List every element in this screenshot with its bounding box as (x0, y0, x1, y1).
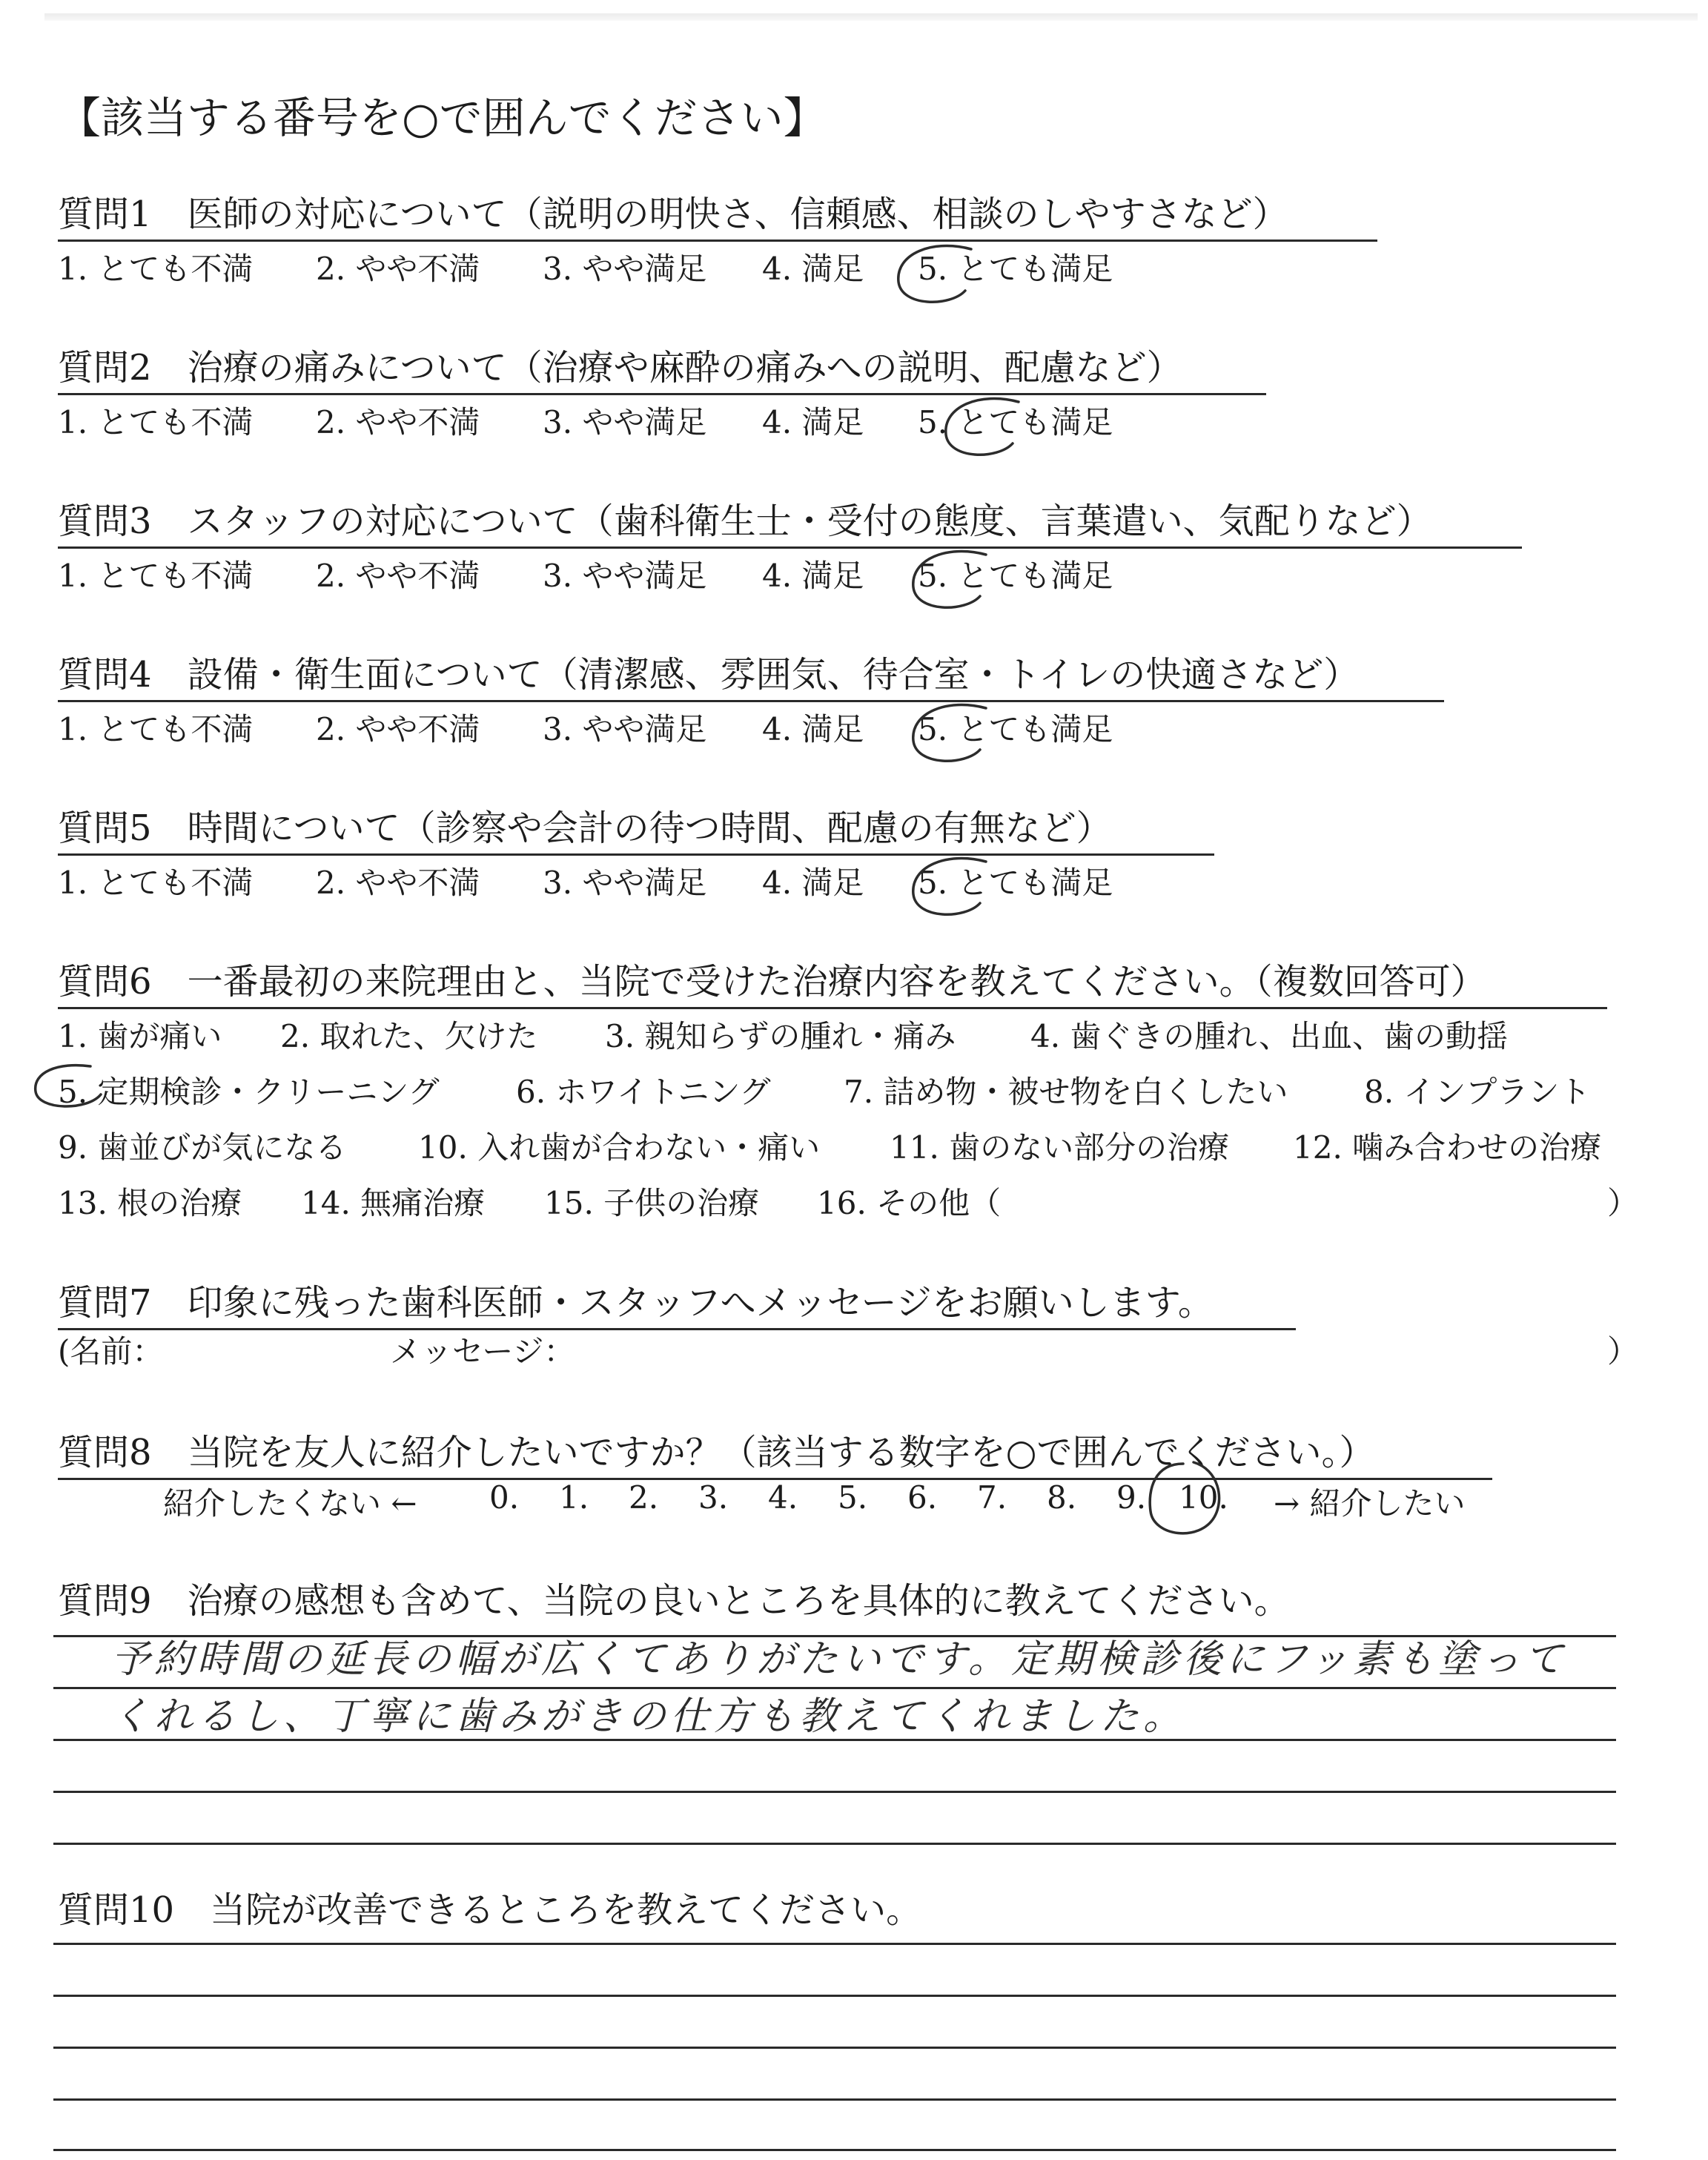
answer-circle-q8 (1142, 1459, 1238, 1548)
q2-option-4[interactable]: 4. 満足 (762, 404, 864, 440)
q9-answer-line-4 (53, 1791, 1616, 1793)
q3-option-4[interactable]: 4. 満足 (762, 558, 864, 594)
scan-edge (44, 13, 1698, 21)
q3-option-3[interactable]: 3. やや満足 (543, 558, 707, 594)
q2-option-5[interactable]: 5. とても満足 (918, 404, 1113, 440)
q8-score-3[interactable]: 3. (698, 1479, 729, 1516)
page-title: 【該当する番号を○で囲んでください】 (58, 93, 827, 143)
q6-option-5[interactable]: 5. 定期検診・クリーニング (58, 1074, 440, 1110)
q6-option-3[interactable]: 3. 親知らずの腫れ・痛み (605, 1018, 956, 1054)
q7-message-label: メッセージ： (390, 1333, 575, 1370)
q8-score-8[interactable]: 8. (1047, 1479, 1077, 1516)
q6-row-2 (58, 1068, 1652, 1112)
q5-option-4[interactable]: 4. 満足 (762, 865, 864, 901)
q8-score-6[interactable]: 6. (907, 1479, 938, 1516)
q1-option-2[interactable]: 2. やや不満 (316, 251, 480, 287)
q4-option-3[interactable]: 3. やや満足 (543, 711, 707, 747)
q8-score-9[interactable]: 9. (1116, 1479, 1147, 1516)
answer-circle-q4 (903, 698, 1007, 772)
question-3-options (58, 552, 1244, 596)
question-5 (58, 799, 1214, 856)
q6-option-14[interactable]: 14. 無痛治療 (301, 1185, 486, 1221)
q6-option-2[interactable]: 2. 取れた、欠けた (280, 1018, 538, 1054)
question-1-label: 質問1 (58, 194, 152, 235)
question-7-label: 質問7 (58, 1282, 152, 1324)
q3-option-2[interactable]: 2. やや不満 (316, 558, 480, 594)
question-4 (58, 646, 1444, 702)
q6-option-15[interactable]: 15. 子供の治療 (544, 1185, 760, 1221)
question-1-options (58, 245, 1244, 289)
question-10-text: 当院が改善できるところを教えてください。 (210, 1889, 922, 1931)
question-2-options (58, 398, 1244, 443)
answer-circle-q5 (903, 851, 1007, 925)
q2-option-2[interactable]: 2. やや不満 (316, 404, 480, 440)
question-2-text: 治療の痛みについて（治療や麻酔の痛みへの説明、配慮など） (187, 347, 1182, 389)
q6-option-16[interactable]: 16. その他（ (817, 1185, 1002, 1221)
question-9-text: 治療の感想も含めて、当院の良いところを具体的に教えてください。 (187, 1580, 1290, 1622)
question-2 (58, 339, 1266, 395)
q8-score-2[interactable]: 2. (629, 1479, 659, 1516)
question-10 (58, 1881, 921, 1932)
answer-circle-q6-5 (28, 1062, 117, 1121)
question-5-label: 質問5 (58, 807, 152, 849)
q10-answer-line-3 (53, 2047, 1616, 2049)
q5-option-2[interactable]: 2. やや不満 (316, 865, 480, 901)
q7-name-label: (名前： (58, 1333, 164, 1370)
q8-score-1[interactable]: 1. (559, 1479, 589, 1516)
q6-option-11[interactable]: 11. 歯のない部分の治療 (890, 1129, 1230, 1166)
q6-option-4[interactable]: 4. 歯ぐきの腫れ、出血、歯の動揺 (1030, 1018, 1508, 1054)
q4-option-5[interactable]: 5. とても満足 (918, 711, 1113, 747)
q1-option-4[interactable]: 4. 満足 (762, 251, 864, 287)
question-5-text: 時間について（診察や会計の待つ時間、配慮の有無など） (187, 807, 1112, 849)
question-2-label: 質問2 (58, 347, 152, 389)
q6-option-16-close: ） (1607, 1185, 1639, 1221)
answer-circle-q2 (936, 392, 1039, 466)
q2-option-1[interactable]: 1. とても不満 (58, 404, 254, 440)
q8-score-7[interactable]: 7. (977, 1479, 1007, 1516)
q7-message-field[interactable] (592, 1327, 1585, 1364)
q5-option-5[interactable]: 5. とても満足 (918, 865, 1113, 901)
q8-left-label: 紹介したくない ← (163, 1485, 417, 1522)
q1-option-5[interactable]: 5. とても満足 (918, 251, 1113, 287)
q6-row-3 (58, 1123, 1652, 1168)
question-6 (58, 953, 1607, 1009)
q8-right-label: → 紹介したい (1274, 1485, 1466, 1522)
q5-option-1[interactable]: 1. とても不満 (58, 865, 254, 901)
question-4-text: 設備・衛生面について（清潔感、雰囲気、待合室・トイレの快適さなど） (187, 654, 1360, 696)
q6-row-4 (58, 1179, 1652, 1223)
question-1 (58, 185, 1377, 242)
q7-close: ） (1607, 1333, 1639, 1370)
question-3-label: 質問3 (58, 501, 152, 542)
question-3-text: スタッフの対応について（歯科衛生士・受付の態度、言葉遣い、気配りなど） (187, 501, 1432, 542)
q4-option-1[interactable]: 1. とても不満 (58, 711, 254, 747)
q9-handwritten-line-2: くれるし、丁寧に歯みがきの仕方も教えてくれました。 (111, 1694, 1187, 1739)
question-4-label: 質問4 (58, 654, 152, 696)
question-3 (58, 492, 1522, 549)
question-6-text: 一番最初の来院理由と、当院で受けた治療内容を教えてください。（複数回答可） (187, 961, 1486, 1003)
q10-answer-line-4 (53, 2098, 1616, 2101)
answer-circle-q1 (888, 239, 992, 313)
q8-score-0[interactable]: 0. (489, 1479, 520, 1516)
q1-option-1[interactable]: 1. とても不満 (58, 251, 254, 287)
q6-option-6[interactable]: 6. ホワイトニング (516, 1074, 771, 1110)
q8-scale (58, 1479, 1652, 1524)
q10-answer-line-2 (53, 1995, 1616, 1997)
q5-option-3[interactable]: 3. やや満足 (543, 865, 707, 901)
q6-option-7[interactable]: 7. 詰め物・被せ物を白くしたい (844, 1074, 1288, 1110)
q4-option-4[interactable]: 4. 満足 (762, 711, 864, 747)
question-8-label: 質問8 (58, 1432, 152, 1473)
q8-score-4[interactable]: 4. (768, 1479, 798, 1516)
question-9 (58, 1572, 1290, 1623)
answer-circle-q3 (903, 544, 1007, 618)
q4-option-2[interactable]: 2. やや不満 (316, 711, 480, 747)
q2-option-3[interactable]: 3. やや満足 (543, 404, 707, 440)
q8-score-10[interactable]: 10. (1179, 1479, 1228, 1516)
question-1-text: 医師の対応について（説明の明快さ、信頼感、相談のしやすさなど） (187, 194, 1288, 235)
q6-option-1[interactable]: 1. 歯が痛い (58, 1018, 222, 1054)
q6-option-13[interactable]: 13. 根の治療 (58, 1185, 242, 1221)
q6-option-12[interactable]: 12. 噛み合わせの治療 (1293, 1129, 1602, 1166)
q6-option-9[interactable]: 9. 歯並びが気になる (58, 1129, 347, 1166)
q6-option-10[interactable]: 10. 入れ歯が合わない・痛い (418, 1129, 821, 1166)
q9-handwritten-line-1: 予約時間の延長の幅が広くてありがたいです。定期検診後にフッ素も塗って (111, 1637, 1568, 1682)
q10-answer-line-1 (53, 1943, 1616, 1945)
question-6-label: 質問6 (58, 961, 152, 1003)
question-7-text: 印象に残った歯科医師・スタッフへメッセージをお願いします。 (187, 1282, 1214, 1324)
q6-option-8[interactable]: 8. インプラント (1364, 1074, 1591, 1110)
q9-answer-line-5 (53, 1843, 1616, 1845)
question-5-options (58, 859, 1244, 903)
question-7 (58, 1274, 1296, 1330)
q10-answer-line-5 (53, 2149, 1616, 2151)
question-10-label: 質問10 (58, 1889, 175, 1931)
q7-fields (58, 1327, 1652, 1372)
q3-option-5[interactable]: 5. とても満足 (918, 558, 1113, 594)
q6-row-1 (58, 1012, 1652, 1057)
question-8 (58, 1424, 1492, 1480)
q1-option-3[interactable]: 3. やや満足 (543, 251, 707, 287)
question-4-options (58, 705, 1244, 750)
q8-score-5[interactable]: 5. (838, 1479, 868, 1516)
q3-option-1[interactable]: 1. とても不満 (58, 558, 254, 594)
question-8-text: 当院を友人に紹介したいですか？（該当する数字を○で囲んでください。） (187, 1432, 1375, 1473)
question-9-label: 質問9 (58, 1580, 152, 1622)
q7-name-field[interactable] (176, 1327, 362, 1364)
